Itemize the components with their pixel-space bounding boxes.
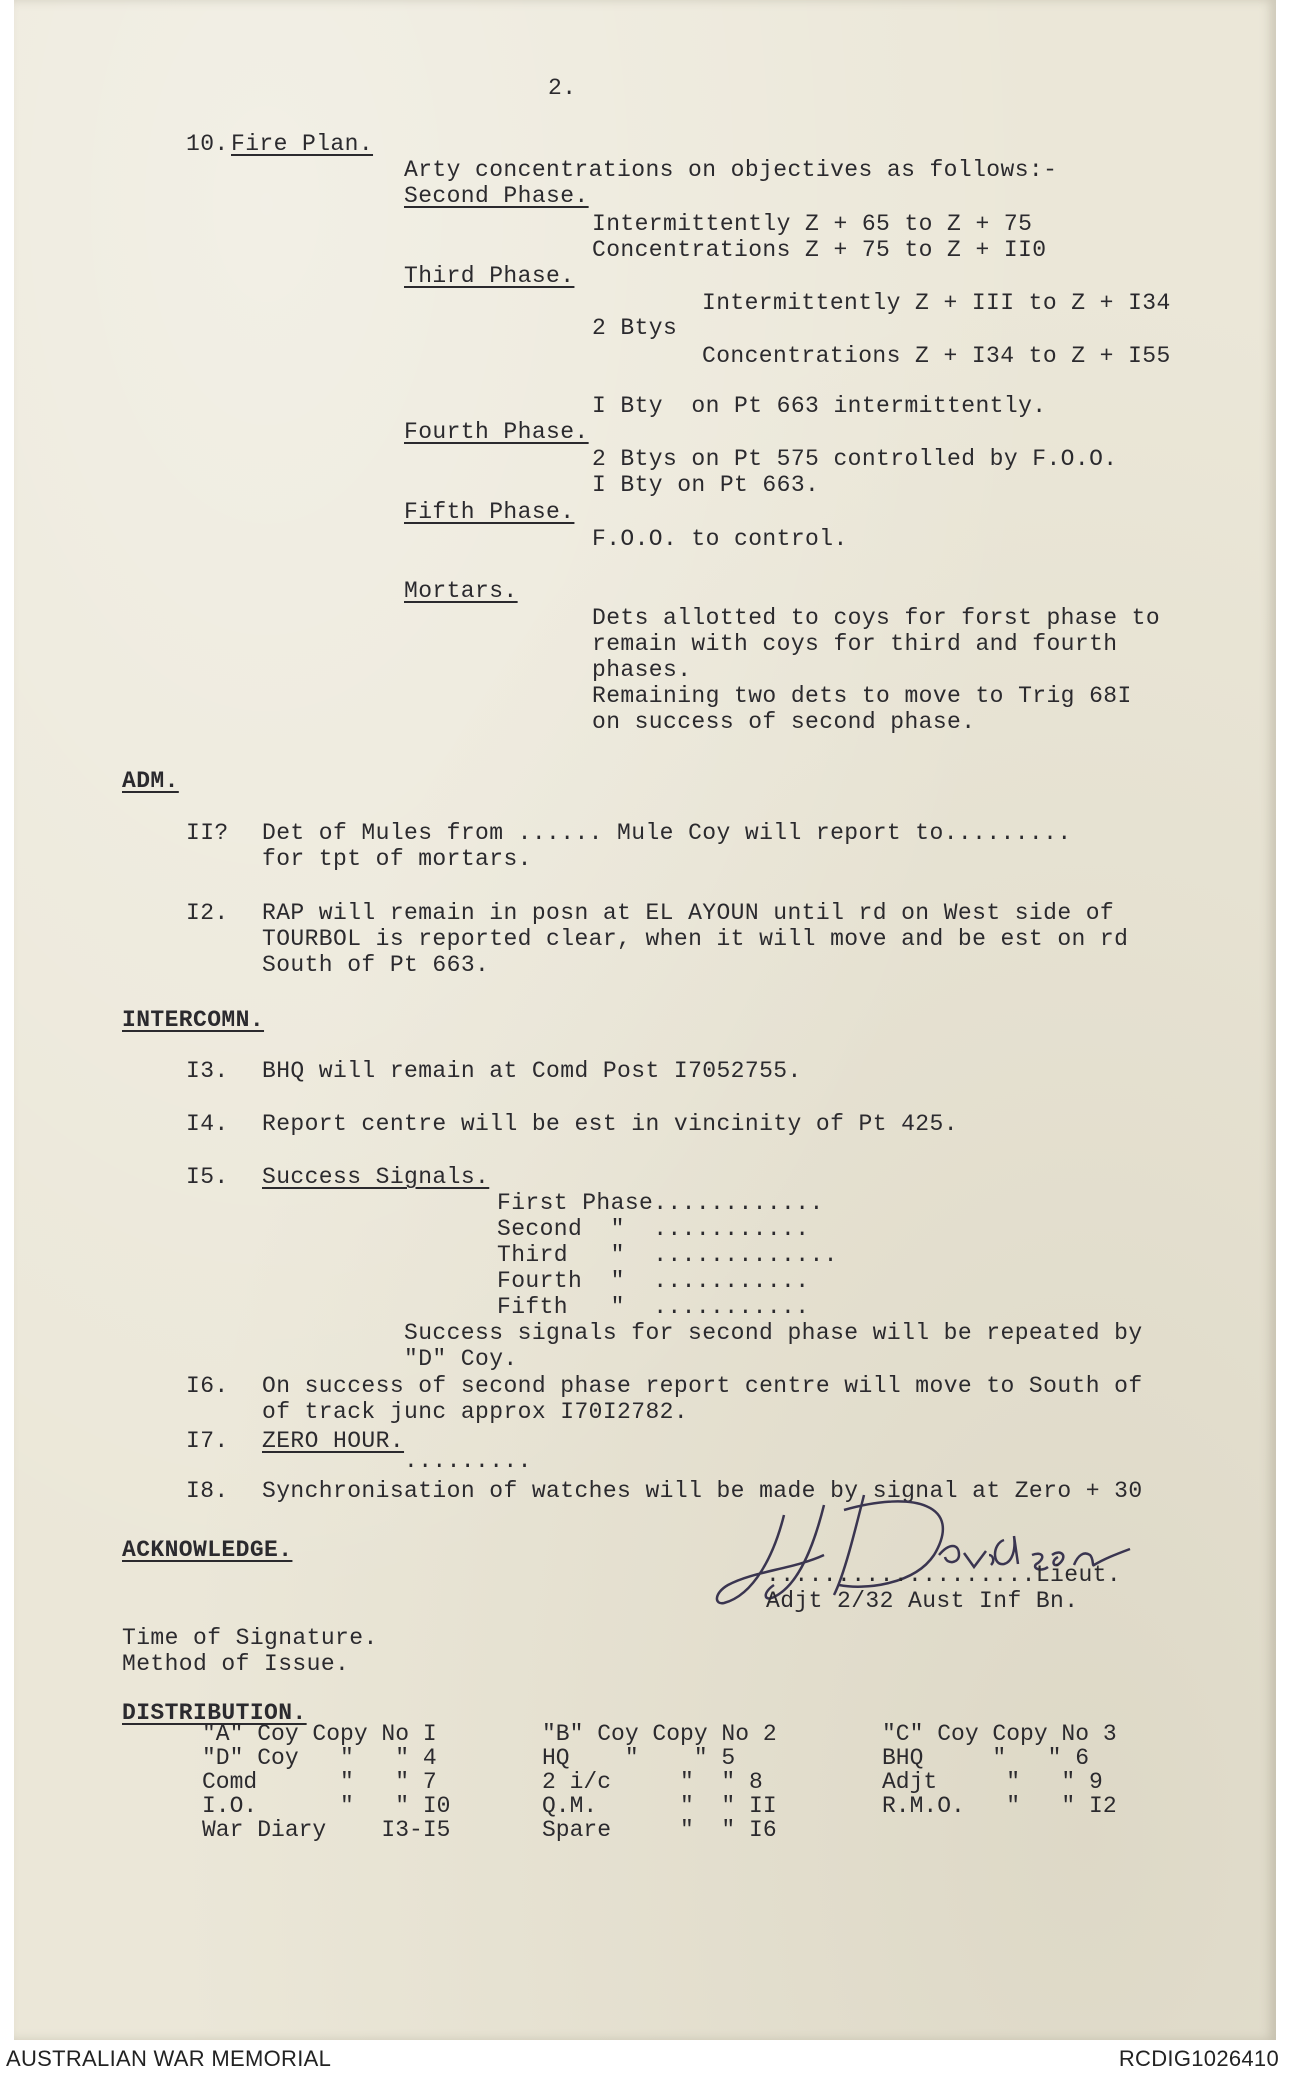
signal-second: Second " ........... <box>497 1216 810 1242</box>
third-phase-line1: Intermittently Z + III to Z + I34 <box>702 290 1171 316</box>
distribution-cell: HQ " " 5 <box>542 1745 736 1771</box>
mortars-line3: phases. <box>592 657 692 683</box>
distribution-cell: BHQ " " 6 <box>882 1745 1090 1771</box>
third-phase-line3: I Bty on Pt 663 intermittently. <box>592 393 1047 419</box>
mortars-line4: Remaining two dets to move to Trig 68I <box>592 683 1132 709</box>
distribution-cell: "A" Coy Copy No I <box>202 1721 437 1747</box>
distribution-cell: R.M.O. " " I2 <box>882 1793 1117 1819</box>
distribution-row <box>202 1722 1182 1746</box>
intercomn-heading: INTERCOMN. <box>122 1007 265 1033</box>
distribution-table <box>202 1722 1182 1842</box>
acknowledge-heading: ACKNOWLEDGE. <box>122 1537 293 1563</box>
para-14-number: I4. <box>186 1111 229 1137</box>
distribution-cell: Adjt " " 9 <box>882 1769 1103 1795</box>
mortars-label: Mortars. <box>404 578 518 604</box>
para-15-number: I5. <box>186 1164 229 1190</box>
distribution-cell: I.O. " " I0 <box>202 1793 451 1819</box>
para-17-number: I7. <box>186 1428 229 1454</box>
zero-hour-heading: ZERO HOUR. <box>262 1428 405 1454</box>
para-12-line3: South of Pt 663. <box>262 952 490 978</box>
distribution-cell: "B" Coy Copy No 2 <box>542 1721 777 1747</box>
adm-heading: ADM. <box>122 768 179 794</box>
distribution-heading: DISTRIBUTION. <box>122 1700 307 1726</box>
distribution-row <box>202 1818 1182 1842</box>
distribution-cell: "D" Coy " " 4 <box>202 1745 437 1771</box>
signal-first: First Phase............ <box>497 1190 824 1216</box>
third-phase-btys: 2 Btys <box>592 315 678 341</box>
signal-fourth: Fourth " ........... <box>497 1268 810 1294</box>
success-note-line1: Success signals for second phase will be repeated by <box>404 1320 1143 1346</box>
fourth-phase-label: Fourth Phase. <box>404 419 589 445</box>
para-16-number: I6. <box>186 1373 229 1399</box>
distribution-row <box>202 1770 1182 1794</box>
signal-third: Third " ............. <box>497 1242 838 1268</box>
mortars-line2: remain with coys for third and fourth <box>592 631 1118 657</box>
fire-plan-intro: Arty concentrations on objectives as follows:- <box>404 157 1058 183</box>
footer-source: AUSTRALIAN WAR MEMORIAL <box>6 2046 332 2071</box>
para-11-number: II? <box>186 820 229 846</box>
para-13-number: I3. <box>186 1058 229 1084</box>
distribution-cell: Comd " " 7 <box>202 1769 437 1795</box>
method-of-issue: Method of Issue. <box>122 1651 350 1677</box>
success-signals-heading: Success Signals. <box>262 1164 490 1190</box>
para-11-line1: Det of Mules from ...... Mule Coy will report to......... <box>262 820 1072 846</box>
para-12-line2: TOURBOL is reported clear, when it will move and be est on rd <box>262 926 1129 952</box>
mortars-line5: on success of second phase. <box>592 709 976 735</box>
distribution-cell: "C" Coy Copy No 3 <box>882 1721 1117 1747</box>
third-phase-label: Third Phase. <box>404 263 575 289</box>
mortars-line1: Dets allotted to coys for forst phase to <box>592 605 1161 631</box>
second-phase-line1: Intermittently Z + 65 to Z + 75 <box>592 211 1033 237</box>
second-phase-line2: Concentrations Z + 75 to Z + II0 <box>592 237 1047 263</box>
distribution-cell <box>882 1818 1182 1842</box>
second-phase-label: Second Phase. <box>404 183 589 209</box>
fifth-phase-label: Fifth Phase. <box>404 499 575 525</box>
distribution-row <box>202 1794 1182 1818</box>
signature-title: Adjt 2/32 Aust Inf Bn. <box>766 1588 1079 1614</box>
time-of-signature: Time of Signature. <box>122 1625 378 1651</box>
para-18-number: I8. <box>186 1478 229 1504</box>
para-16-line1: On success of second phase report centre will move to South of <box>262 1373 1143 1399</box>
page-number: 2. <box>548 75 577 101</box>
para-12-number: I2. <box>186 900 229 926</box>
signature-line: ...................Lieut. <box>766 1562 1122 1588</box>
para-13-text: BHQ will remain at Comd Post I7052755. <box>262 1058 802 1084</box>
distribution-cell: Spare " " I6 <box>542 1817 777 1843</box>
distribution-row <box>202 1746 1182 1770</box>
success-note-line2: "D" Coy. <box>404 1346 518 1372</box>
para-18-text: Synchronisation of watches will be made by signal at Zero + 30 <box>262 1478 1143 1504</box>
document-page <box>14 0 1276 2040</box>
section-10-number: 10. <box>186 131 229 157</box>
zero-hour-dots: ......... <box>404 1448 532 1474</box>
para-14-text: Report centre will be est in vincinity of Pt 425. <box>262 1111 958 1137</box>
para-12-line1: RAP will remain in posn at EL AYOUN until rd on West side of <box>262 900 1115 926</box>
fifth-phase-line1: F.O.O. to control. <box>592 526 848 552</box>
distribution-cell: 2 i/c " " 8 <box>542 1769 763 1795</box>
fourth-phase-line2: I Bty on Pt 663. <box>592 472 820 498</box>
para-11-line2: for tpt of mortars. <box>262 846 532 872</box>
footer-id: RCDIG1026410 <box>1118 2046 1279 2071</box>
third-phase-line2: Concentrations Z + I34 to Z + I55 <box>702 343 1171 369</box>
signal-fifth: Fifth " ........... <box>497 1294 810 1320</box>
fourth-phase-line1: 2 Btys on Pt 575 controlled by F.O.O. <box>592 446 1118 472</box>
para-16-line2: of track junc approx I70I2782. <box>262 1399 689 1425</box>
fire-plan-heading: Fire Plan. <box>231 131 374 157</box>
distribution-cell: War Diary I3-I5 <box>202 1817 451 1843</box>
distribution-cell: Q.M. " " II <box>542 1793 777 1819</box>
